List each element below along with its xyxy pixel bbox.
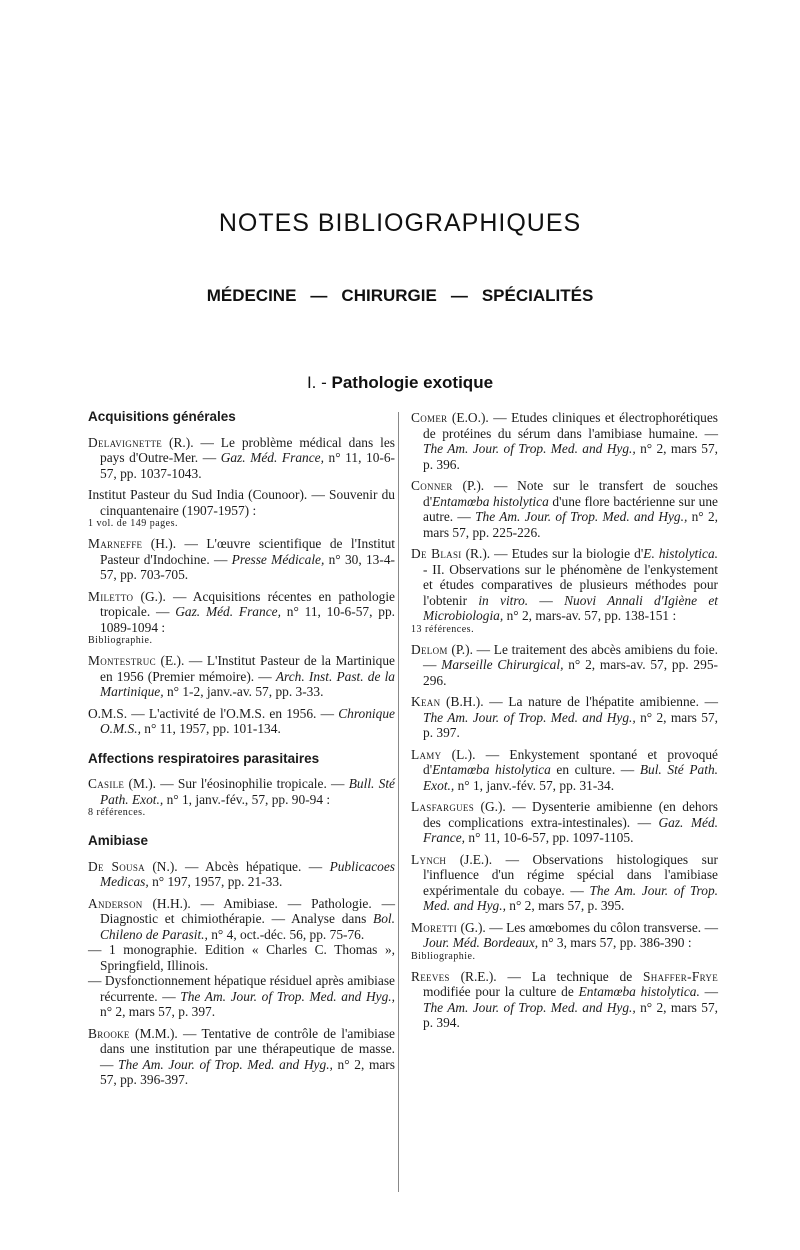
entry-text: (R.E.). — La technique de bbox=[449, 968, 644, 984]
bib-entry bbox=[411, 546, 718, 636]
entry-text: (P.). — Note sur le transfert de souches d' bbox=[423, 478, 718, 509]
entry-details: n° 2, mars 57, p. 394. bbox=[423, 999, 718, 1030]
journal: The Am. Jour. of Trop. Med. and Hyg., bbox=[118, 1056, 333, 1072]
entry-text: — bbox=[528, 592, 565, 608]
entry-details: n° 1-2, janv.-av. 57, pp. 3-33. bbox=[163, 684, 324, 699]
author: Brooke bbox=[88, 1025, 130, 1041]
journal: The Am. Jour. of Trop. Med. and Hyg., bbox=[423, 441, 636, 456]
entry-details: n° 2, mars 57, pp. 225-226. bbox=[423, 509, 718, 540]
entry-text: (J.E.). — Observations histologiques sur l'influence d'un régime spécial dans l'amibiase expérimentale du cobaye. — bbox=[423, 851, 718, 898]
author: De Sousa bbox=[88, 858, 145, 874]
subsection-number: I. - bbox=[306, 373, 327, 392]
right-column bbox=[411, 410, 718, 1037]
entry-details: n° 11, 10-6-57, pp. 1089-1094 : bbox=[100, 604, 395, 635]
section-dash: — bbox=[310, 286, 328, 305]
bib-entry bbox=[88, 776, 395, 819]
journal: Gaz. Méd. France, bbox=[175, 604, 281, 619]
technique-author: Shaffer-Frye bbox=[643, 968, 718, 984]
bib-entry bbox=[88, 653, 395, 700]
entry-text: — 1 monographie. Edition « Charles C. Thomas », Springfield, Illinois. bbox=[88, 942, 395, 973]
author: Lamy bbox=[411, 746, 442, 762]
bib-entry bbox=[411, 694, 718, 741]
entry-text: O.M.S. — L'activité de l'O.M.S. en 1956. — bbox=[88, 705, 339, 721]
entry-details: n° 11, 1957, pp. 101-134. bbox=[140, 721, 281, 736]
entry-details: n° 2, mars-av. 57, pp. 295-296. bbox=[423, 657, 718, 688]
entry-details: n° 1, janv.-fév., 57, pp. 90-94 : bbox=[163, 791, 331, 807]
entry-details: n° 2, mars 57, p. 397. bbox=[100, 1004, 216, 1019]
entry-text: (M.). — Sur l'éosinophilie tropicale. — bbox=[124, 776, 349, 791]
entry-text: (N.). — Abcès hépatique. — bbox=[144, 858, 330, 874]
entry-details: n° 11, 10-6-57, pp. 1097-1105. bbox=[465, 830, 634, 845]
bib-entry bbox=[88, 942, 395, 973]
entry-details: n° 3, mars 57, pp. 386-390 : bbox=[538, 935, 692, 950]
entry-text: (L.). — Enkystement spontané et provoqué d' bbox=[423, 746, 718, 777]
author: Comer bbox=[411, 410, 448, 425]
bib-entry bbox=[88, 536, 395, 583]
bib-entry bbox=[88, 896, 395, 943]
column-divider bbox=[398, 412, 399, 1192]
bib-entry bbox=[411, 478, 718, 540]
heading-acquisitions: Acquisitions générales bbox=[88, 409, 236, 424]
entry-details: n° 11, 10-6-57, pp. 1037-1043. bbox=[100, 450, 396, 481]
journal: The Am. Jour. of Trop. Med. and Hyg., bbox=[475, 509, 688, 524]
entry-text: (G.). — Les amœbomes du côlon transverse. — bbox=[457, 919, 718, 935]
heading-affections: Affections respiratoires parasitaires bbox=[88, 750, 320, 766]
subsection-heading bbox=[0, 373, 800, 393]
journal: Jour. Méd. Bordeaux, bbox=[423, 935, 539, 950]
subsection-label: Pathologie exotique bbox=[331, 373, 494, 392]
entry-note: 1 vol. de 149 pages. bbox=[88, 518, 178, 529]
entry-text: (P.). — Le traitement des abcès amibiens du foie. — bbox=[423, 641, 718, 672]
entry-text: - II. Observations sur le phénomène de l'enkystement et études comparatives de plusieurs méthodes pour l'obtenir bbox=[423, 561, 718, 608]
entry-details: n° 197, 1957, pp. 21-33. bbox=[148, 874, 283, 889]
bib-entry bbox=[88, 1026, 395, 1088]
bib-entry bbox=[411, 852, 718, 914]
journal: The Am. Jour. of Trop. Med. and Hyg., bbox=[423, 882, 719, 913]
species-name: E. histolytica. bbox=[643, 546, 718, 561]
entry-text: (H.H.). — Amibiase. — Pathologie. — Diagnostic et chimiothérapie. — Analyse dans bbox=[100, 895, 395, 926]
journal: Bol. Chileno de Parasit., bbox=[100, 911, 395, 942]
bib-entry bbox=[88, 706, 395, 737]
author: Miletto bbox=[88, 588, 134, 604]
entry-text: (G.). — Dysenterie amibienne (en dehors des complications extra-intestinales). — bbox=[423, 799, 718, 830]
entry-details: n° 4, oct.-déc. 56, pp. 75-76. bbox=[207, 926, 365, 942]
entry-text: (H.). — L'œuvre scientifique de l'Institut Pasteur d'Indochine. — bbox=[100, 536, 395, 567]
author: Reeves bbox=[411, 968, 450, 984]
journal: Bull. Sté Path. Exot., bbox=[100, 776, 395, 807]
entry-note: 8 références. bbox=[88, 807, 146, 818]
journal: Publicacoes Medicas, bbox=[100, 858, 396, 889]
journal: The Am. Jour. of Trop. Med. and Hyg., bbox=[423, 709, 636, 725]
entry-text: — Dysfonctionnement hépatique résiduel après amibiase récurrente. — bbox=[88, 973, 395, 1004]
species-name: Entamœba histolytica bbox=[432, 493, 549, 509]
entry-details: n° 2, mars 57, pp. 396-397. bbox=[100, 1056, 395, 1087]
entry-text: (B.H.). — La nature de l'hépatite amibienne. — bbox=[440, 694, 718, 709]
bib-entry bbox=[88, 435, 395, 482]
entry-details: n° 2, mars 57, p. 397. bbox=[423, 709, 718, 740]
journal: Arch. Inst. Past. de la Martinique, bbox=[100, 668, 395, 699]
section-chirurgie: CHIRURGIE bbox=[341, 286, 437, 305]
journal: Nuovi Annali d'Igiène et Microbiologia, bbox=[423, 592, 718, 623]
bib-entry bbox=[411, 410, 718, 472]
author: Delavignette bbox=[88, 434, 163, 450]
entry-text: d'une flore bactérienne sur une autre. — bbox=[423, 493, 718, 524]
entry-text: modifiée pour la culture de bbox=[423, 984, 579, 999]
entry-note: Bibliographie. bbox=[88, 635, 153, 646]
entry-note: 13 références. bbox=[411, 623, 475, 635]
journal: The Am. Jour. of Trop. Med. and Hyg., bbox=[423, 999, 636, 1015]
entry-text: Institut Pasteur du Sud India (Counoor). — Souvenir du cinquantenaire (1907-1957) : bbox=[88, 487, 395, 518]
bib-entry bbox=[411, 799, 718, 846]
entry-text: (R.). — Etudes sur la biologie d' bbox=[461, 546, 644, 561]
bib-entry bbox=[88, 487, 395, 530]
author: De Blasi bbox=[411, 546, 462, 561]
heading-amibiase: Amibiase bbox=[88, 833, 149, 848]
bib-entry bbox=[411, 642, 718, 689]
journal: Gaz. Méd. France, bbox=[220, 450, 324, 465]
section-specialites: SPÉCIALITÉS bbox=[481, 286, 594, 305]
bib-entry bbox=[88, 589, 395, 648]
journal: Presse Médicale, bbox=[231, 551, 325, 567]
species-name: Entamœba histolytica. bbox=[578, 984, 700, 999]
journal: Chronique O.M.S., bbox=[100, 705, 395, 736]
author: Anderson bbox=[88, 895, 143, 911]
latin-term: in vitro. bbox=[478, 592, 529, 608]
journal: Gaz. Méd. France, bbox=[423, 814, 718, 845]
bib-entry bbox=[411, 920, 718, 963]
entry-text: — bbox=[699, 984, 718, 999]
entry-text: (G.). — Acquisitions récentes en pathologie tropicale. — bbox=[100, 588, 395, 619]
page-title: NOTES BIBLIOGRAPHIQUES bbox=[218, 208, 582, 237]
author: Montestruc bbox=[88, 653, 156, 668]
bib-entry bbox=[411, 747, 718, 794]
species-name: Entamœba histolytica bbox=[432, 762, 551, 777]
entry-details: n° 2, mars 57, p. 396. bbox=[423, 441, 718, 472]
section-medecine: MÉDECINE bbox=[206, 286, 297, 305]
entry-text: en culture. — bbox=[550, 762, 640, 777]
entry-details: n° 2, mars-av. 57, pp. 138-151 : bbox=[503, 608, 677, 623]
entry-text: (M.M.). — Tentative de contrôle de l'amibiase dans une institution par une thérapeutique de masse. — bbox=[100, 1025, 395, 1072]
entry-details: n° 1, janv.-fév. 57, pp. 31-34. bbox=[454, 777, 615, 793]
author: Lasfargues bbox=[411, 799, 475, 814]
bib-entry bbox=[88, 859, 395, 890]
journal: Marseille Chirurgical, bbox=[441, 657, 564, 672]
author: Kean bbox=[411, 694, 441, 709]
entry-text: (E.O.). — Etudes cliniques et électrophorétiques de protéines du sérum dans l'amibiase humaine. — bbox=[423, 410, 718, 441]
bib-entry bbox=[411, 969, 718, 1031]
section-dash: — bbox=[450, 286, 468, 305]
section-heading bbox=[0, 286, 800, 306]
author: Conner bbox=[411, 478, 453, 493]
entry-text: (R.). — Le problème médical dans les pays d'Outre-Mer. — bbox=[100, 434, 395, 465]
entry-text: (E.). — L'Institut Pasteur de la Martinique en 1956 (Premier mémoire). — bbox=[100, 653, 395, 684]
journal: Bul. Sté Path. Exot., bbox=[423, 762, 718, 793]
entry-details: n° 2, mars 57, p. 395. bbox=[505, 898, 625, 913]
journal: The Am. Jour. of Trop. Med. and Hyg., bbox=[180, 988, 395, 1004]
author: Moretti bbox=[411, 919, 457, 935]
entry-details: n° 30, 13-4-57, pp. 703-705. bbox=[100, 551, 395, 582]
author: Marneffe bbox=[88, 536, 143, 551]
author: Casile bbox=[88, 776, 125, 791]
author: Delom bbox=[411, 641, 448, 657]
bib-entry bbox=[88, 973, 395, 1020]
author: Lynch bbox=[411, 851, 447, 867]
left-column bbox=[88, 409, 395, 1094]
entry-note: Bibliographie. bbox=[411, 950, 476, 962]
